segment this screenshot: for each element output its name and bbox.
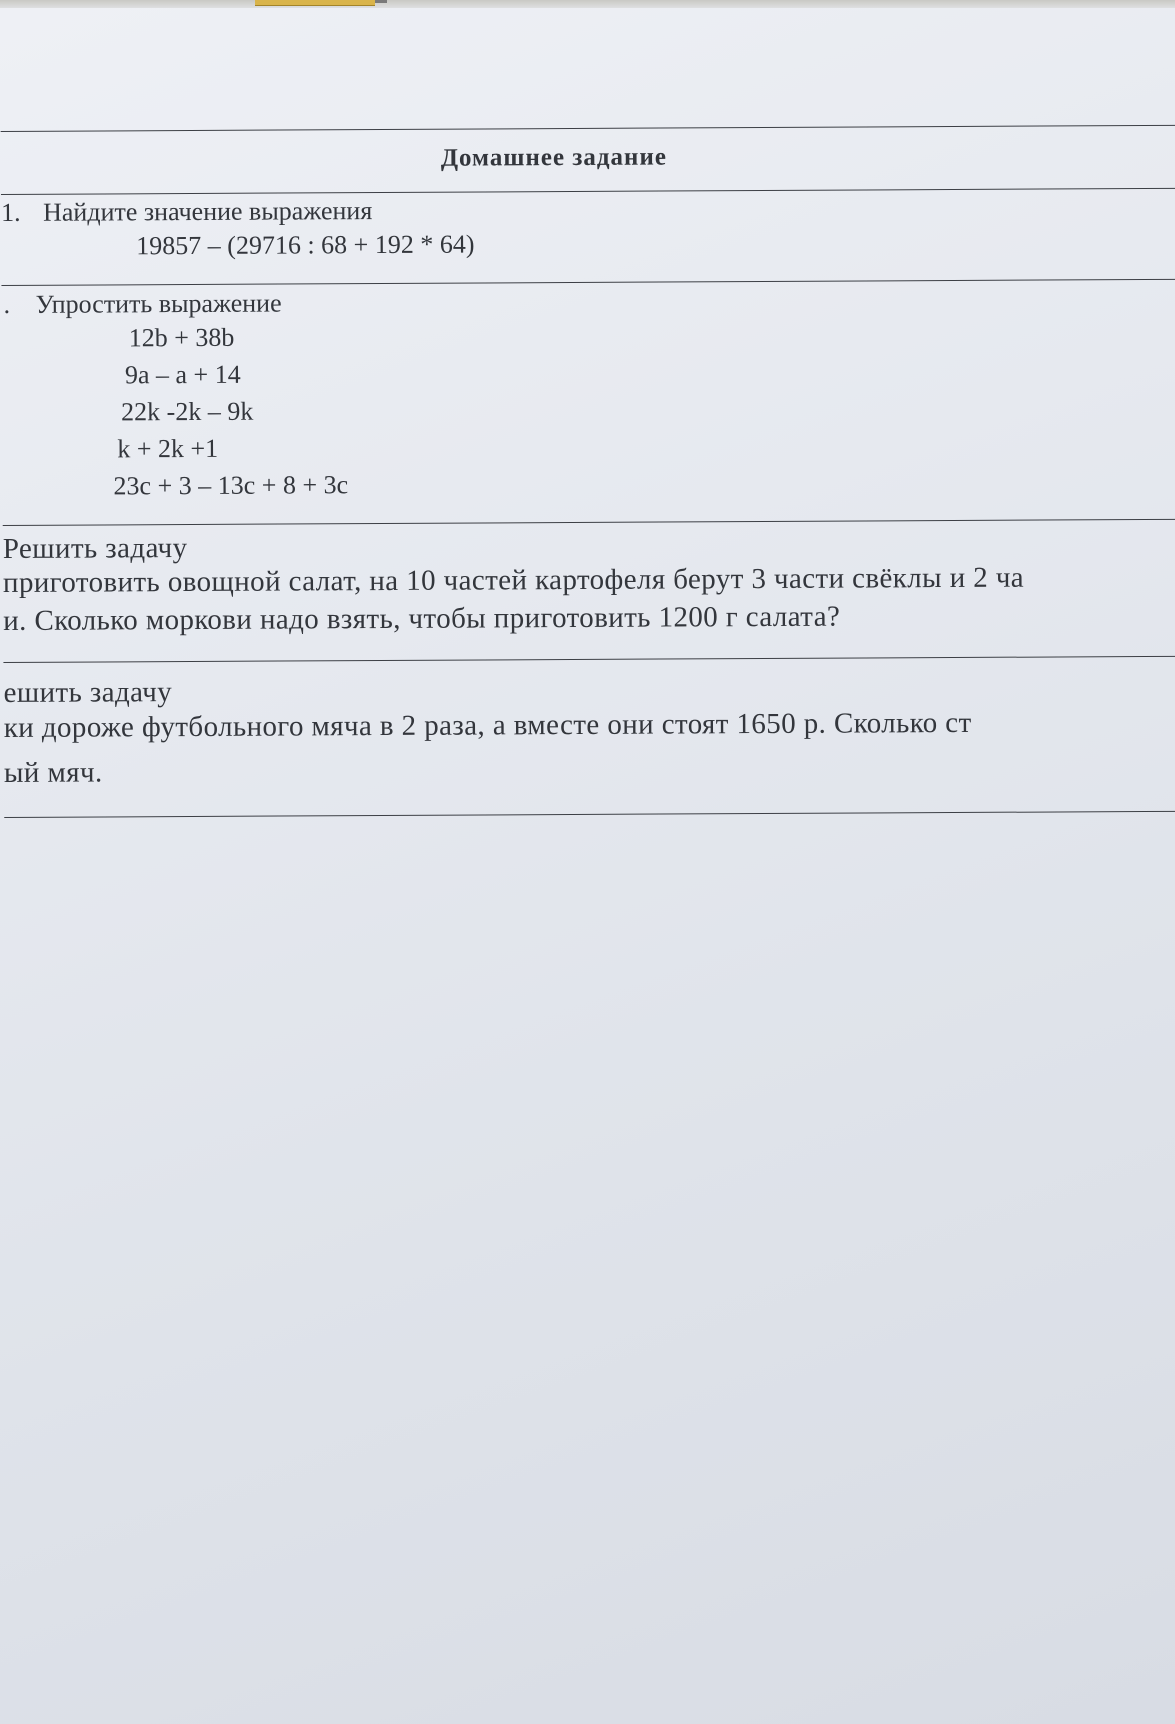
task2-number: . <box>3 289 11 319</box>
pencil-tip <box>375 0 387 3</box>
table-rule-title <box>1 188 1175 195</box>
task4-line-1: ки дороже футбольного мяча в 2 раза, а вместе они стоят 1650 р. Сколько ст <box>3 706 972 744</box>
table-rule-task3 <box>3 656 1175 663</box>
pencil-body <box>255 0 375 6</box>
task3-line-1: приготовить овощной салат, на 10 частей картофеля берут 3 части свёклы и 2 ча <box>2 561 1025 599</box>
paper-sheet <box>0 8 1175 1724</box>
task3-heading: Решить задачу <box>2 532 188 565</box>
task1-number: 1. <box>0 197 21 227</box>
task2-expression-4: k + 2k +1 <box>117 433 219 464</box>
table-rule-task1 <box>1 279 1175 286</box>
task1-heading: Найдите значение выражения <box>42 196 373 227</box>
page-title: Домашнее задание <box>440 143 668 172</box>
task2-expression-5: 23c + 3 – 13c + 8 + 3c <box>113 470 349 501</box>
table-rule-bottom <box>4 811 1175 818</box>
task4-heading: ешить задачу <box>3 676 173 709</box>
task2-expression-3: 22k -2k – 9k <box>121 396 254 427</box>
table-rule-top <box>1 125 1175 132</box>
task2-expression-1: 12b + 38b <box>128 322 235 353</box>
worksheet-content <box>0 2 1175 1724</box>
task3-line-2: и. Сколько моркови надо взять, чтобы приготовить 1200 г салата? <box>3 600 841 637</box>
task4-line-2: ый мяч. <box>3 756 103 789</box>
table-rule-task2 <box>3 519 1175 526</box>
task2-expression-2: 9a – a + 14 <box>124 359 241 390</box>
task1-expression: 19857 – (29716 : 68 + 192 * 64) <box>136 229 475 261</box>
task2-heading: Упростить выражение <box>35 288 282 319</box>
